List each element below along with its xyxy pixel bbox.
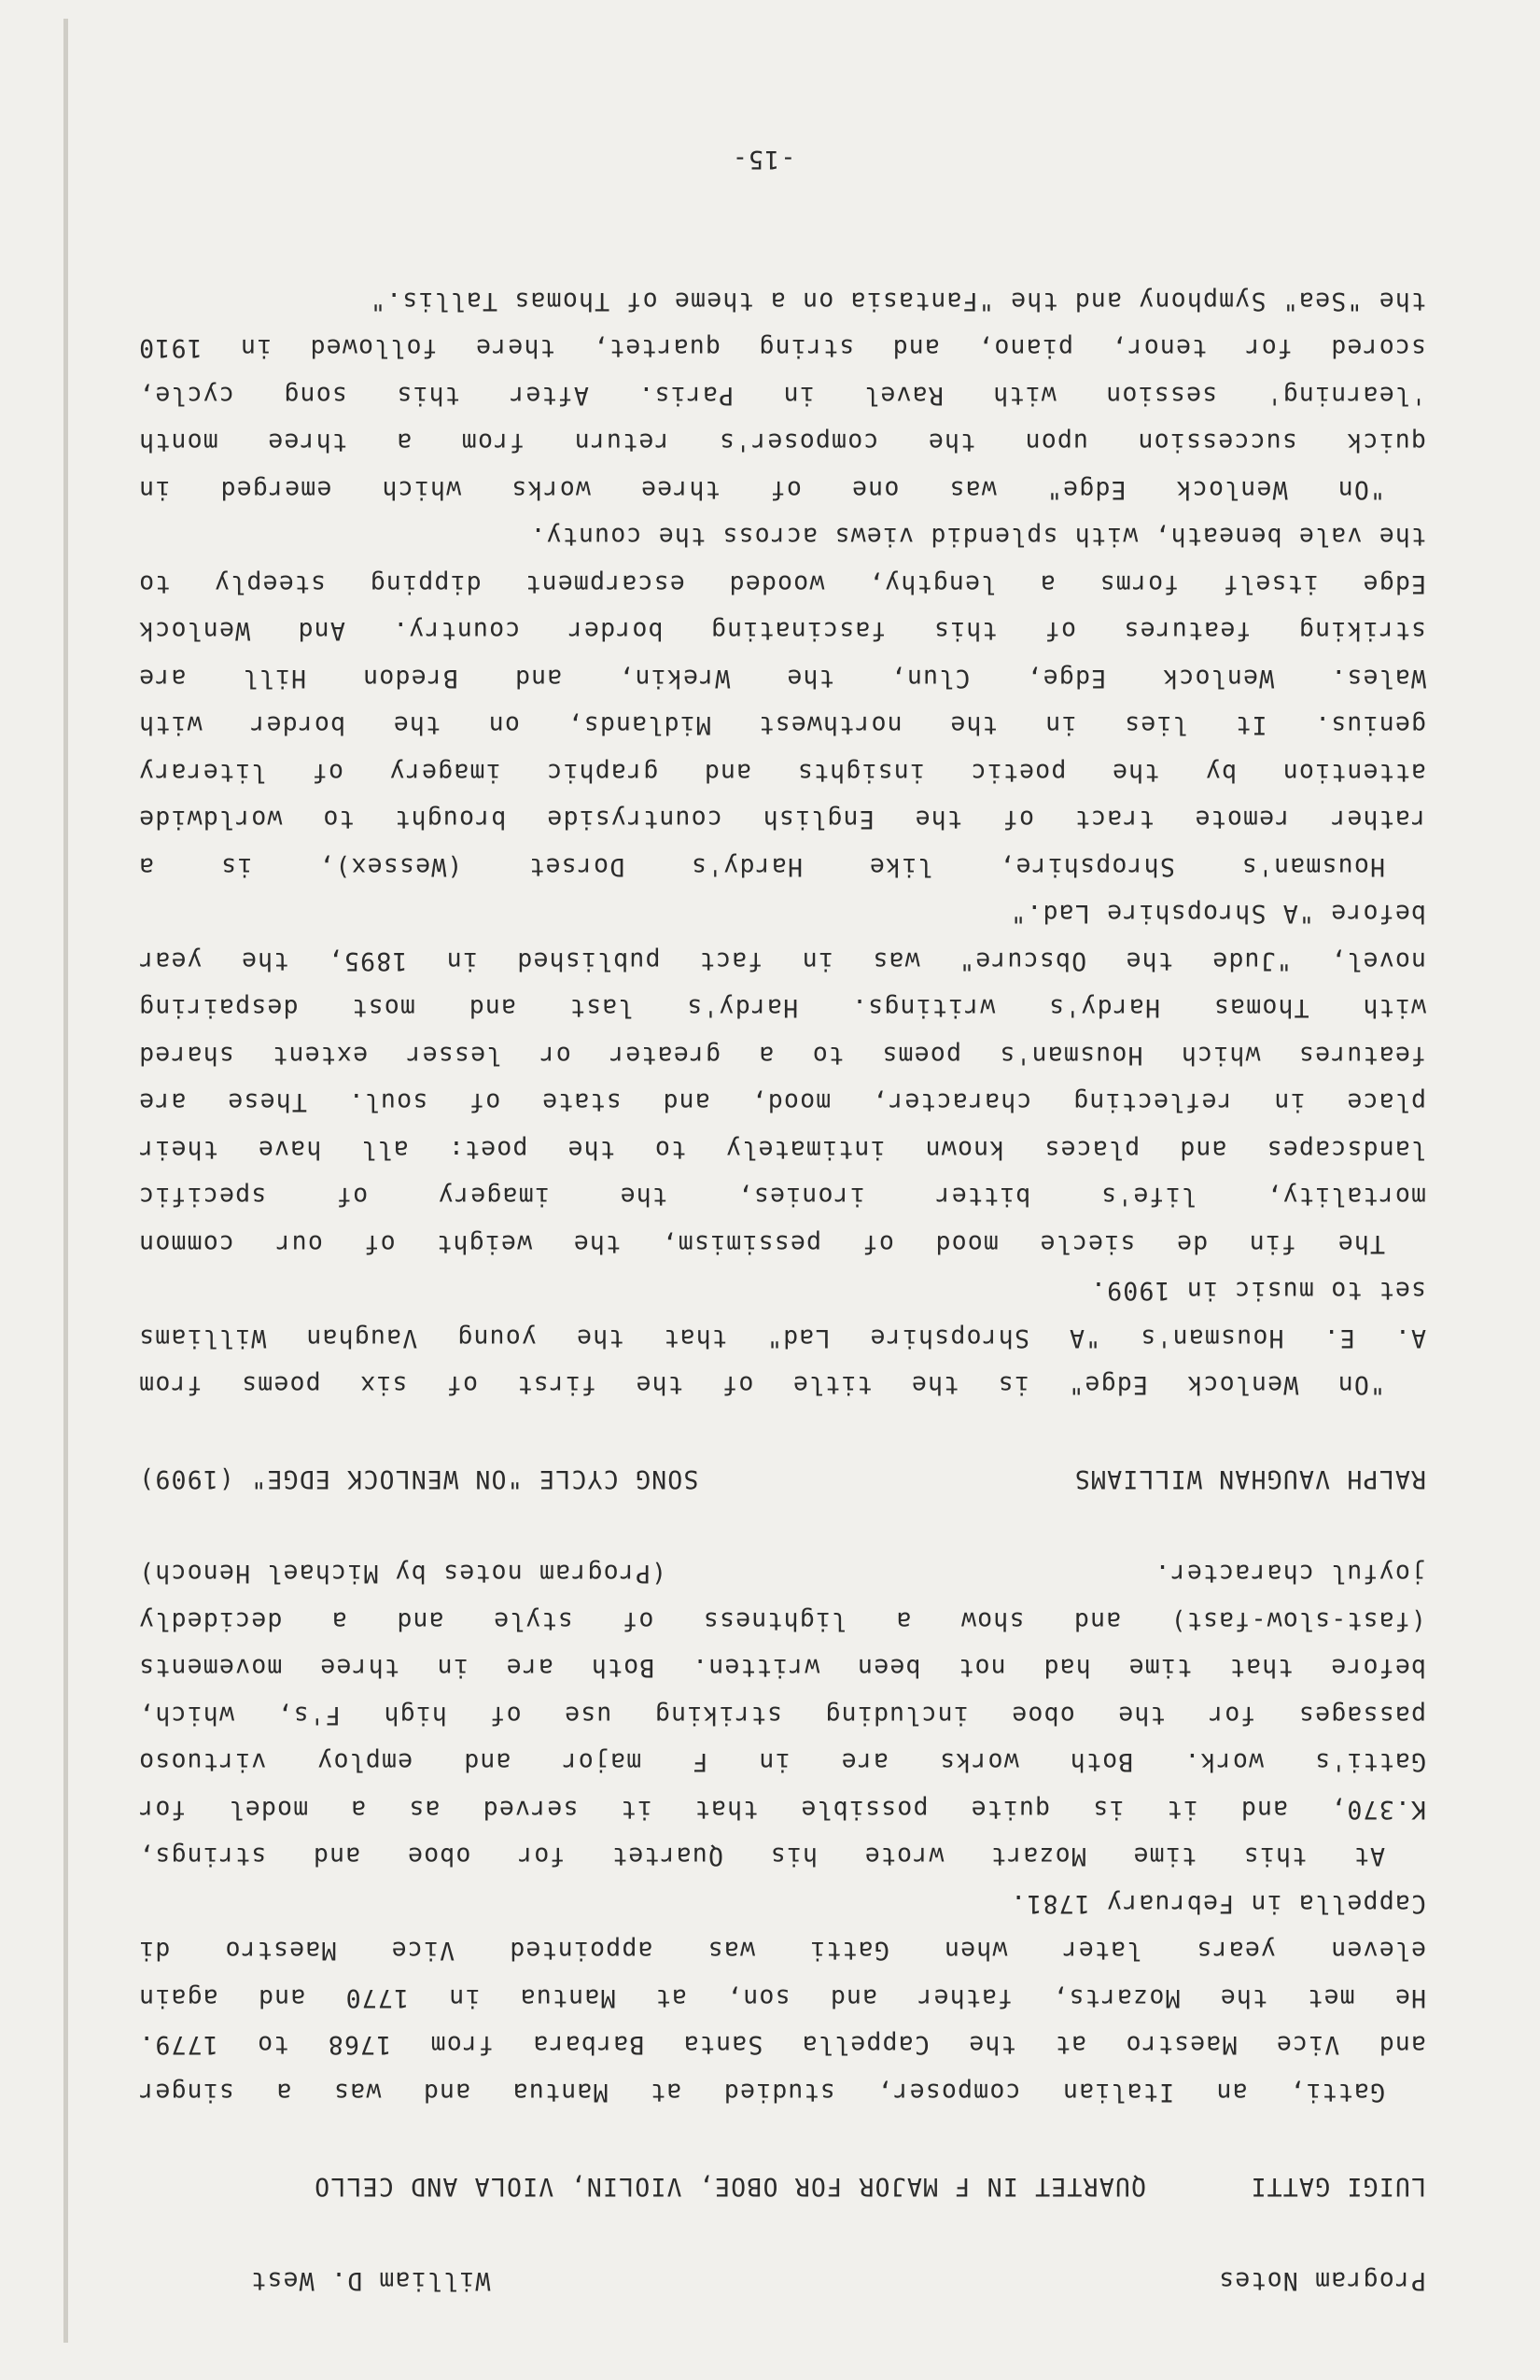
vaughan-work-title: SONG CYCLE "ON WENLOCK EDGE" (1909) [138, 1464, 699, 1494]
gatti-composer: LUIGI GATTI [1250, 2172, 1426, 2201]
text-line: before "A Shropshire Lad." [1009, 899, 1426, 929]
text-line: At this time Mozart wrote his Quartet for oboe and strings, [138, 1841, 1385, 1871]
text-line: Edge itself forms a lengthy, wooded escarpment dipping steeply to [138, 569, 1426, 598]
page-content [138, 135, 1426, 2303]
page-header [138, 2257, 1426, 2304]
text-line: scored for tenor, piano, and string quartet, there followed in 1910 [138, 333, 1426, 363]
text-line: features which Housman's poems to a greater or lesser extent shared [138, 1041, 1426, 1070]
text-line: striking features of this fascinating border country. And Wenlock [138, 616, 1426, 646]
text-line: place in reflecting character, mood, and state of soul. These are [138, 1087, 1426, 1117]
program-notes-credit: (Program notes by Michael Henoch) [138, 1559, 667, 1589]
text-line: 'learning' session with Ravel in Paris. After this song cycle, [138, 381, 1426, 410]
text-line: quick succession upon the composer's return from a three month [138, 427, 1426, 457]
text-line: eleven years later when Gatti was appointed Vice Maestro di [138, 1936, 1426, 1966]
text-line: mortality, life's bitter ironies, the imagery of specific [138, 1182, 1426, 1211]
page-number: -15- [731, 145, 796, 175]
gatti-heading [138, 2163, 1426, 2210]
text-line: K.370, and it is quite possible that it served as a model for [138, 1795, 1426, 1824]
text-line: He met the Mozarts, father and son, at Mantua in 1770 and again [138, 1983, 1426, 2012]
text-line: Gatti, an Italian composer, studied at Mantua and was a singer [138, 2078, 1385, 2107]
text-line: with Thomas Hardy's writings. Hardy's last and most despairing [138, 993, 1426, 1023]
text-line: joyful character. [1154, 1559, 1426, 1589]
text-line: A. E. Housman's "A Shropshire Lad" that the young Vaughan Williams [138, 1323, 1426, 1352]
header-author: William D. West [250, 2266, 491, 2295]
text-line: "On Wenlock Edge" is the title of the first of six poems from [138, 1370, 1385, 1400]
text-line: rather remote tract of the English countryside brought to worldwide [138, 805, 1426, 834]
text-line: (fast-slow-fast) and show a lightness of style and a decidedly [138, 1606, 1426, 1635]
gatti-work-title: QUARTET IN F MAJOR FOR OBOE, VIOLIN, VIOLA AND CELLO [313, 2172, 1146, 2201]
text-line: before that time had not been written. Both are in three movements [138, 1653, 1426, 1683]
text-line: The fin de siecle mood of pessimism, the weight of our common [138, 1229, 1385, 1258]
text-line: Housman's Shropshire, like Hardy's Dorset (Wessex), is a [138, 852, 1385, 881]
text-line: the vale beneath, with splendid views across the county. [529, 522, 1426, 552]
text-line: landscapes and places known intimately to the poet: all have their [138, 1135, 1426, 1164]
text-line: attention by the poetic insights and graphic imagery of literary [138, 758, 1426, 787]
gatti-closing-line [138, 1549, 1426, 1597]
text-line: Cappella in February 1781. [1009, 1889, 1426, 1918]
text-line: Wales. Wenlock Edge, Clun, the Wrekin, and Bredon Hill are [138, 664, 1426, 693]
text-line: "On Wenlock Edge" was one of three works which emerged in [138, 475, 1385, 504]
text-line: the "Sea" Symphony and the "Fantasia on a theme of Thomas Tallis." [369, 287, 1426, 315]
header-title: Program Notes [1217, 2266, 1426, 2295]
text-line: novel, "Jude the Obscure" was in fact published in 1895, the year [138, 946, 1426, 975]
text-line: passages for the oboe including striking use of high F's, which, [138, 1701, 1426, 1729]
text-line: set to music in 1909. [1089, 1276, 1426, 1306]
vaughan-composer: RALPH VAUGHAN WILLIAMS [1073, 1464, 1426, 1494]
text-line: Gatti's work. Both works are in F major and employ virtuoso [138, 1747, 1426, 1777]
text-line: genius. It lies in the northwest Midlands, on the border with [138, 710, 1426, 740]
vaughan-heading [138, 1455, 1426, 1503]
text-line: and Vice Maestro at the Cappella Santa Barbara from 1768 to 1779. [138, 2030, 1426, 2060]
